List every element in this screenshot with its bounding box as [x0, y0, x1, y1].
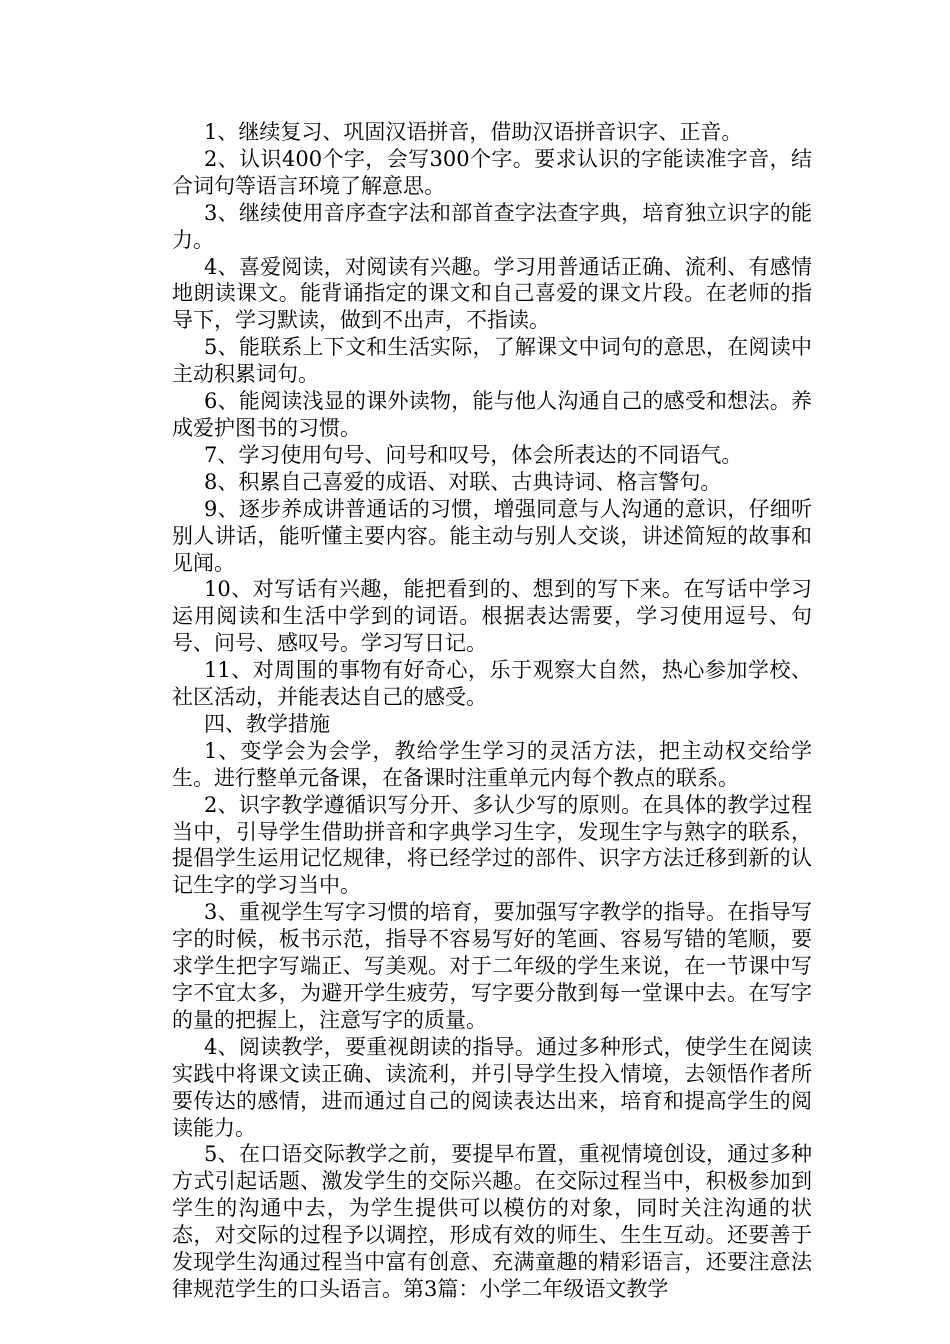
- section-heading-teaching-measures: 四、教学措施: [204, 711, 330, 736]
- paragraph-measure-2: 2、识字教学遵循识写分开、多认少写的原则。在具体的教学过程当中，引导学生借助拼音和字典学习生字，发现生字与熟字的联系，提倡学生运用记忆规律，将已经学过的部件、识字方法迁移到新的认记生字的学习当中。: [172, 792, 812, 898]
- paragraph-goal-10: 10、对写话有兴趣，能把看到的、想到的写下来。在写话中学习运用阅读和生活中学到的词语。根据表达需要，学习使用逗号、句号、问号、感叹号。学习写日记。: [172, 577, 812, 656]
- paragraph-measure-1: 1、变学会为会学，教给学生学习的灵活方法，把主动权交给学生。进行整单元备课，在备课时注重单元内每个教点的联系。: [172, 738, 812, 790]
- paragraph-measure-4: 4、阅读教学，要重视朗读的指导。通过多种形式，使学生在阅读实践中将课文读正确、读流利，并引导学生投入情境，去领悟作者所要传达的感情，进而通过自己的阅读表达出来，培育和提高学生的阅读能力。: [172, 1034, 812, 1140]
- paragraph-goal-1: 1、继续复习、巩固汉语拼音，借助汉语拼音识字、正音。: [204, 120, 743, 144]
- paragraph-goal-9: 9、逐步养成讲普通话的习惯，增强同意与人沟通的意识，仔细听别人讲话，能听懂主要内容。能主动与别人交谈，讲述简短的故事和见闻。: [172, 496, 812, 575]
- paragraph-goal-6: 6、能阅读浅显的课外读物，能与他人沟通自己的感受和想法。养成爱护图书的习惯。: [172, 389, 812, 440]
- paragraph-goal-5: 5、能联系上下文和生活实际，了解课文中词句的意思，在阅读中主动积累词句。: [172, 335, 812, 387]
- paragraph-goal-3: 3、继续使用音序查字法和部首查字法查字典，培育独立识字的能力。: [172, 200, 812, 252]
- paragraph-goal-11: 11、对周围的事物有好奇心，乐于观察大自然，热心参加学校、社区活动，并能表达自己的感受。: [172, 658, 812, 710]
- paragraph-goal-7: 7、学习使用句号、问号和叹号，体会所表达的不同语气。: [204, 442, 743, 467]
- paragraph-goal-8: 8、积累自己喜爱的成语、对联、古典诗词、格言警句。: [204, 469, 722, 494]
- paragraph-measure-3: 3、重视学生写字习惯的培育，要加强写字教学的指导。在指导写字的时候，板书示范，指导不容易写好的笔画、容易写错的笔顺，要求学生把字写端正、写美观。对于二年级的学生来说，在一节课中写字不宜太多，为避开学生疲劳，写字要分散到每一堂课中去。在写字的量的把握上，注意写字的质量。: [172, 900, 812, 1032]
- paragraph-measure-5: 5、在口语交际教学之前，要提早布置，重视情境创设，通过多种方式引起话题、激发学生的交际兴趣。在交际过程当中，积极参加到学生的沟通中去，为学生提供可以模仿的对象，同时关注沟通的状态，对交际的过程予以调控，形成有效的师生、生生互动。还要善于发现学生沟通过程当中富有创意、充满童趣的精彩语言，还要注意法律规范学生的口头语言。第3篇：小学二年级语文教学: [172, 1142, 812, 1301]
- document-page: [172, 119, 812, 1303]
- paragraph-goal-4: 4、喜爱阅读，对阅读有兴趣。学习用普通话正确、流利、有感情地朗读课文。能背诵指定的课文和自己喜爱的课文片段。在老师的指导下，学习默读，做到不出声，不指读。: [172, 254, 812, 333]
- paragraph-goal-2: 2、认识400个字，会写300个字。要求认识的字能读准字音，结合词句等语言环境了解意思。: [172, 146, 812, 198]
